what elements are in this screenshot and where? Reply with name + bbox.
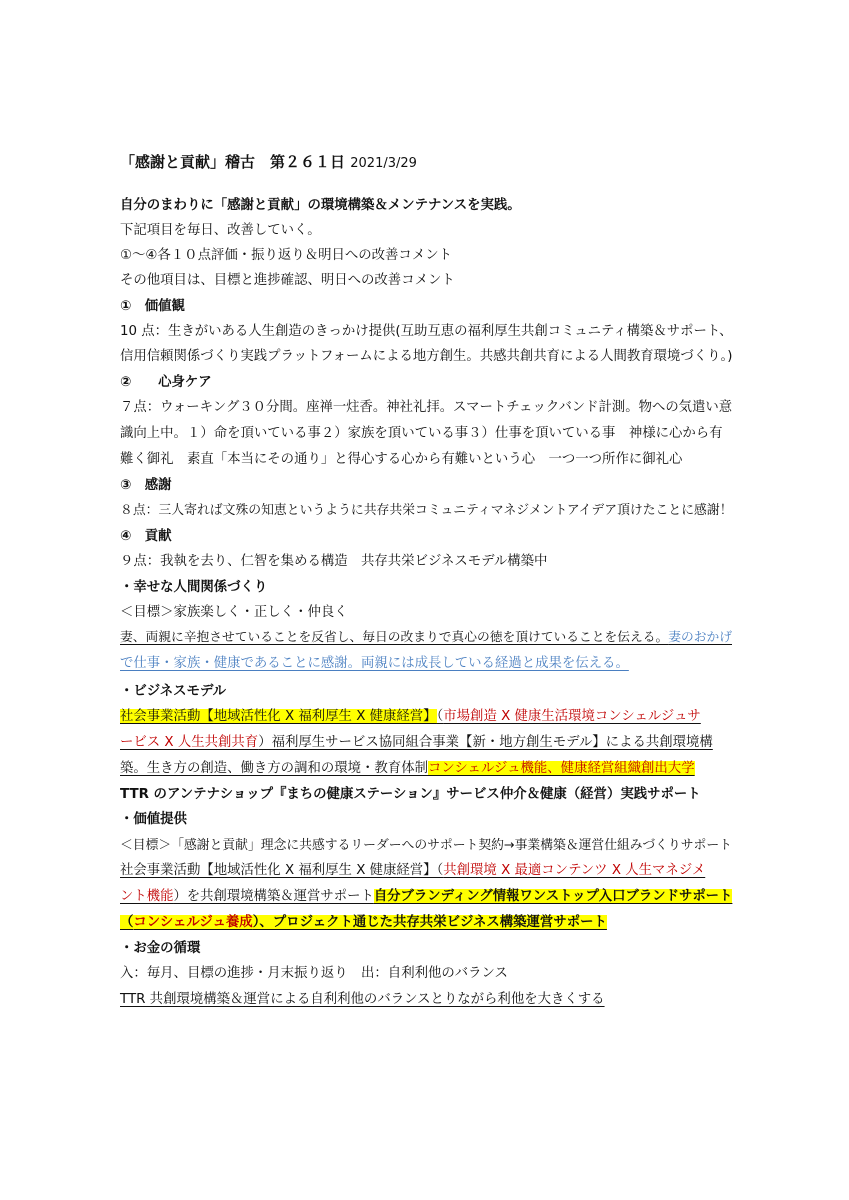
- business-line-3: [120, 759, 695, 779]
- value-paren-open: （: [120, 915, 134, 930]
- section-values-heading: ① 価値観: [120, 299, 185, 314]
- business-line-2-text: ）福利厚生サービス協同組合事業【新・地方創生モデル】による共創環境構: [258, 735, 713, 750]
- intro-heading: 自分のまわりに「感謝と貢献」の環境構築＆メンテナンスを実践。: [120, 198, 521, 213]
- business-line-1: [120, 707, 701, 727]
- business-red-1: 市場創造 X 健康生活環境コンシェルジュサ: [443, 709, 701, 724]
- business-red-2: ービス X 人生共創共育: [120, 735, 259, 750]
- value-line-2-text: ）を共創環境構築＆運営サポート: [173, 889, 374, 904]
- value-line-2: [120, 887, 732, 907]
- value-line-3: [120, 913, 607, 933]
- relations-line-1-blue: 妻のおかげ: [668, 630, 732, 645]
- intro-line-3: その他項目は、目標と進捗確認、明日への改善コメント: [120, 273, 455, 288]
- value-highlight-red: コンシェルジュ養成: [133, 915, 253, 930]
- relations-heading: ・幸せな人間関係づくり: [120, 580, 268, 595]
- section-gratitude-heading: ③ 感謝: [120, 478, 172, 493]
- section-care-line-2: 識向上中。１）命を頂いている事２）家族を頂いている事３）仕事を頂いている事 神様に心から有: [120, 426, 723, 441]
- section-values-line-1: 10 点：生きがいある人生創造のきっかけ提供(互助互恵の福利厚生共創コミュニティ構築＆サポート、: [120, 324, 733, 339]
- document-title: [120, 152, 417, 174]
- intro-line-2: ①～④各１０点評価・振り返り＆明日への改善コメント: [120, 248, 452, 263]
- section-contribution-line-1: ９点：我執を去り、仁智を集める構造 共存共栄ビジネスモデル構築中: [120, 554, 548, 569]
- money-line-1: 入：毎月、目標の進捗・月末振り返り 出：自利利他のバランス: [120, 966, 508, 981]
- section-care-line-1: ７点：ウォーキング３０分間。座禅一炷香。神社礼拝。スマートチェックバンド計測。物への気遣い意: [120, 400, 733, 415]
- section-care-line-3: 難く御礼 素直「本当にその通り」と得心する心から有難いという心 一つ一つ所作に御礼心: [120, 452, 683, 467]
- money-heading: ・お金の循環: [120, 941, 201, 956]
- relations-line-2: で仕事・家族・健康であることに感謝。両親には成長している経過と成果を伝える。: [120, 656, 629, 671]
- relations-line-1: [120, 628, 732, 648]
- section-gratitude-line-1: ８点：三人寄れば文殊の知恵というように共存共栄コミュニティマネジメントアイデア頂けたことに感謝！: [120, 503, 733, 518]
- relations-line-1-text: 妻、両親に辛抱させていることを反省し、毎日の改まりで真心の徳を頂けていることを伝える。: [120, 630, 669, 645]
- value-red-1: 共創環境 X 最適コンテンツ X 人生マネジメ: [443, 863, 706, 878]
- value-heading: ・価値提供: [120, 812, 187, 827]
- title-date: 2021/3/29: [350, 156, 417, 171]
- value-line-1-text: 社会事業活動【地域活性化 X 福利厚生 X 健康経営】（: [120, 863, 444, 878]
- business-line-3-text: 築。生き方の創造、働き方の調和の環境・教育体制: [120, 761, 428, 776]
- value-highlight-2: ）、プロジェクト通じた共存共栄ビジネス構築運営サポート: [252, 915, 607, 930]
- business-heading: ・ビジネスモデル: [120, 684, 227, 699]
- value-highlight-1: 自分ブランディング情報ワンストップ入口ブランドサポート: [373, 889, 733, 904]
- section-contribution-heading: ④ 貢献: [120, 529, 172, 544]
- business-line-4: TTR のアンテナショップ『まちの健康ステーション』サービス仲介＆健康（経営）実践サポート: [120, 787, 701, 802]
- money-line-2: TTR 共創環境構築＆運営による自利利他のバランスとりながら利他を大きくする: [120, 992, 605, 1007]
- value-goal: ＜目標＞「感謝と貢献」理念に共感するリーダーへのサポート契約→事業構築＆運営仕組みづくりサポート: [120, 838, 732, 853]
- title-main: 「感謝と貢献」稽古 第２６１日: [120, 153, 346, 171]
- intro-line-1: 下記項目を毎日、改善していく。: [120, 223, 321, 238]
- section-care-heading: ② 心身ケア: [120, 375, 212, 390]
- section-values-line-2: 信用信頼関係づくり実践プラットフォームによる地方創生。共感共創共育による人間教育環境づくり。): [120, 349, 733, 364]
- relations-goal: ＜目標＞家族楽しく・正しく・仲良く: [120, 605, 348, 620]
- business-line-2: [120, 733, 713, 753]
- business-highlight-red: コンシェルジュ機能、健康経営組織創出大学: [427, 761, 695, 776]
- business-highlight-1: 社会事業活動【地域活性化 X 福利厚生 X 健康経営】: [120, 709, 437, 724]
- value-red-2: ント機能: [120, 889, 174, 904]
- value-line-1: [120, 861, 705, 881]
- business-paren-open: （: [436, 709, 444, 724]
